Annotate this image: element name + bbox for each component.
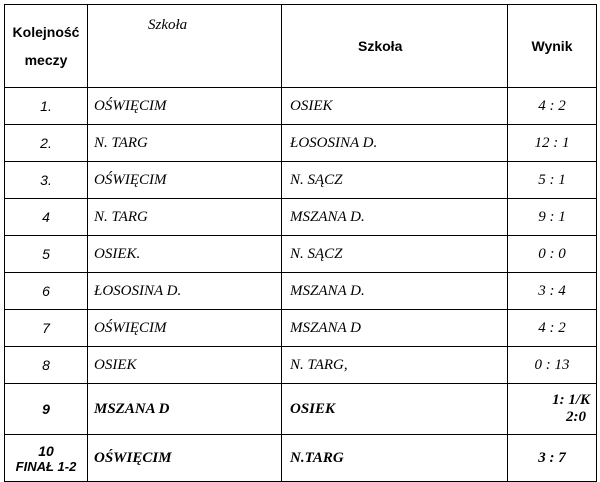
header-school-b: Szkoła	[282, 5, 508, 88]
match-results-table	[4, 4, 597, 482]
school-b: ŁOSOSINA D.	[282, 125, 508, 162]
match-result: 4 : 2	[508, 310, 597, 347]
match-result: 0 : 13	[508, 347, 597, 384]
match-order: 9	[5, 384, 88, 435]
header-order-line1: Kolejność	[12, 24, 80, 40]
header-order-line2: meczy	[24, 52, 68, 68]
school-b: N. SĄCZ	[282, 162, 508, 199]
school-b: OSIEK	[282, 88, 508, 125]
table-row	[5, 162, 597, 199]
header-order	[5, 5, 88, 88]
school-b: MSZANA D	[282, 310, 508, 347]
school-a: ŁOSOSINA D.	[88, 273, 282, 310]
match-order: 2.	[5, 125, 88, 162]
match-order-line1: 10	[38, 442, 54, 459]
table-row	[5, 236, 597, 273]
match-result-line2: 2:0	[566, 409, 586, 425]
header-school-a: Szkoła	[88, 5, 282, 88]
table-row	[5, 273, 597, 310]
match-result: 3 : 4	[508, 273, 597, 310]
match-result: 4 : 2	[508, 88, 597, 125]
table-row	[5, 125, 597, 162]
school-b: N.TARG	[282, 435, 508, 482]
school-a: OŚWIĘCIM	[88, 162, 282, 199]
school-a: N. TARG	[88, 199, 282, 236]
school-a: MSZANA D	[88, 384, 282, 435]
school-a: OSIEK.	[88, 236, 282, 273]
school-a: OŚWIĘCIM	[88, 88, 282, 125]
school-b: OSIEK	[282, 384, 508, 435]
match-order: 5	[5, 236, 88, 273]
header-row	[5, 5, 597, 88]
school-b: MSZANA D.	[282, 273, 508, 310]
school-a: OSIEK	[88, 347, 282, 384]
match-order: 6	[5, 273, 88, 310]
match-order: 1.	[5, 88, 88, 125]
table-row	[5, 310, 597, 347]
table-row	[5, 435, 597, 482]
table-row	[5, 88, 597, 125]
header-result: Wynik	[508, 5, 597, 88]
table-row	[5, 347, 597, 384]
table-row	[5, 199, 597, 236]
match-result	[508, 384, 597, 435]
school-a: N. TARG	[88, 125, 282, 162]
match-order: 4	[5, 199, 88, 236]
match-result: 3 : 7	[508, 435, 597, 482]
match-order	[5, 435, 88, 482]
school-a: OŚWIĘCIM	[88, 435, 282, 482]
match-result: 0 : 0	[508, 236, 597, 273]
table-row	[5, 384, 597, 435]
match-result: 5 : 1	[508, 162, 597, 199]
match-result: 12 : 1	[508, 125, 597, 162]
school-b: N. TARG,	[282, 347, 508, 384]
school-b: MSZANA D.	[282, 199, 508, 236]
match-order: 7	[5, 310, 88, 347]
match-order: 8	[5, 347, 88, 384]
match-order: 3.	[5, 162, 88, 199]
match-order-line2: FINAŁ 1-2	[15, 458, 77, 474]
match-result: 9 : 1	[508, 199, 597, 236]
school-a: OŚWIĘCIM	[88, 310, 282, 347]
match-result-line1: 1: 1/K	[552, 392, 590, 408]
school-b: N. SĄCZ	[282, 236, 508, 273]
